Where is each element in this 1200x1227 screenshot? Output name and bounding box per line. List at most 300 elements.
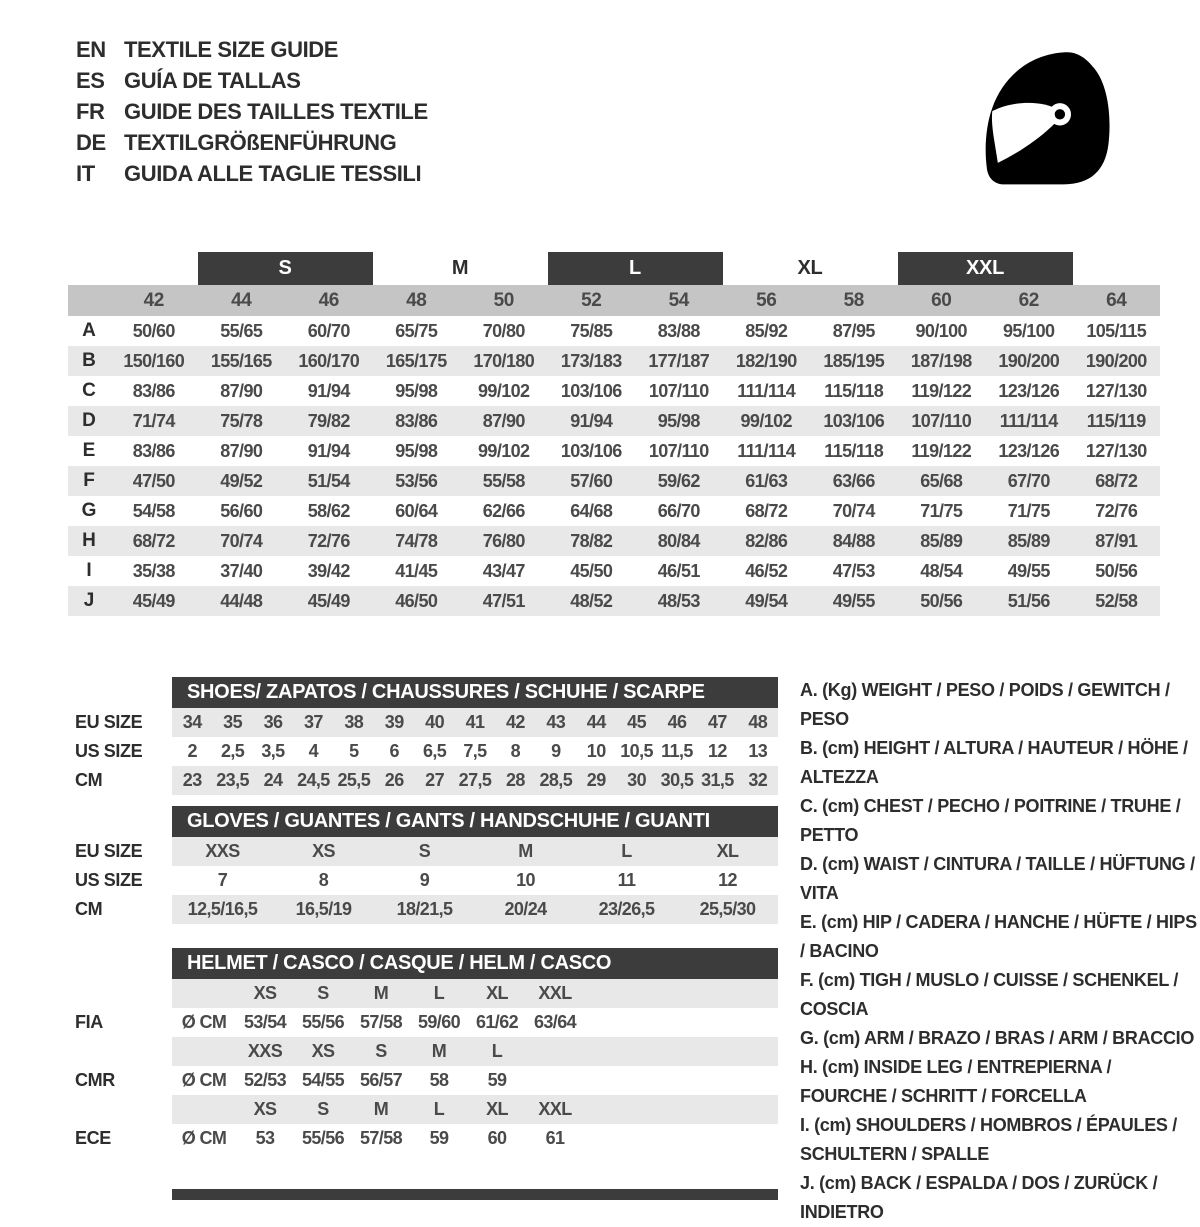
helmet-size-value: 53/54 xyxy=(243,1012,287,1032)
measurement-value: 95/100 xyxy=(1003,320,1055,341)
measurement-value: 91/94 xyxy=(570,410,613,431)
helmet-size-label: XXS xyxy=(247,1041,283,1061)
shoes-size-value: 6,5 xyxy=(422,741,447,761)
helmet-size-row xyxy=(75,1037,778,1066)
gloves-rows xyxy=(75,837,778,924)
gloves-size-value: 18/21,5 xyxy=(396,899,453,919)
size-group-label: S xyxy=(198,252,373,285)
helmet-section-header: HELMET / CASCO / CASQUE / HELM / CASCO xyxy=(172,948,778,979)
measurement-value: 105/115 xyxy=(1086,320,1147,341)
measurement-value: 47/51 xyxy=(482,590,525,611)
measurement-value: 85/92 xyxy=(745,320,788,341)
measurement-value: 79/82 xyxy=(307,410,350,431)
row-values xyxy=(110,501,1160,522)
standard-label: FIA xyxy=(75,1012,103,1032)
size-number: 48 xyxy=(406,289,427,311)
shoes-size-value: 28,5 xyxy=(539,770,573,790)
shoes-row-label: EU SIZE xyxy=(75,712,143,732)
measurement-value: 64/68 xyxy=(570,500,613,521)
helmet-value-row xyxy=(75,1124,778,1153)
measurement-value: 70/80 xyxy=(482,320,525,341)
measurement-value: 185/195 xyxy=(823,350,885,371)
measurement-value: 51/56 xyxy=(1007,590,1050,611)
shoes-size-value: 24,5 xyxy=(297,770,330,790)
size-group-label: XXL xyxy=(898,252,1073,285)
helmet-size-label: XXL xyxy=(538,1099,572,1119)
measurement-value: 115/118 xyxy=(824,380,884,401)
shoes-size-value: 26 xyxy=(384,770,404,790)
shoes-size-value: 7,5 xyxy=(463,741,487,761)
helmet-size-row xyxy=(75,979,778,1008)
measurement-value: 87/91 xyxy=(1095,530,1138,551)
measurement-value: 54/58 xyxy=(132,500,175,521)
measurement-value: 85/89 xyxy=(1007,530,1050,551)
gloves-size-value: M xyxy=(518,841,533,861)
helmet-size-label: S xyxy=(317,983,329,1003)
shoes-row xyxy=(75,766,778,795)
diameter-unit-label: Ø CM xyxy=(181,1070,227,1090)
row-values xyxy=(110,441,1160,462)
row-letter: D xyxy=(82,410,96,431)
measurement-value: 99/102 xyxy=(478,440,530,461)
standard-label: CMR xyxy=(75,1070,115,1090)
measurement-value: 46/50 xyxy=(395,590,438,611)
measurement-value: 99/102 xyxy=(740,410,792,431)
measurement-value: 55/65 xyxy=(220,320,263,341)
measurement-value: 91/94 xyxy=(307,440,350,461)
measurement-value: 115/118 xyxy=(824,440,884,461)
shoes-size-value: 4 xyxy=(308,741,319,761)
helmet-size-label: L xyxy=(433,1099,445,1119)
gloves-size-value: 16,5/19 xyxy=(295,899,352,919)
gloves-size-value: S xyxy=(418,841,431,861)
row-values xyxy=(110,381,1160,402)
gloves-row-label: US SIZE xyxy=(75,870,143,890)
guide-title: GUIDE DES TAILLES TEXTILE xyxy=(124,98,428,124)
row-letter: B xyxy=(82,350,96,371)
helmet-standard-groups xyxy=(75,979,778,1153)
measurement-value: 76/80 xyxy=(482,530,525,551)
measurement-value: 95/98 xyxy=(395,380,438,401)
measurement-value: 58/62 xyxy=(307,500,350,521)
row-letter: I xyxy=(86,560,92,581)
gloves-size-value: 9 xyxy=(419,870,430,890)
measurement-value: 45/49 xyxy=(307,590,350,611)
measurement-value: 173/183 xyxy=(560,350,622,371)
language-code: EN xyxy=(76,36,106,62)
measurement-value: 52/58 xyxy=(1095,590,1138,611)
row-letter: F xyxy=(83,470,95,491)
measurement-value: 35/38 xyxy=(132,560,175,581)
measurement-value: 39/42 xyxy=(307,560,350,581)
measurement-value: 67/70 xyxy=(1007,470,1050,491)
measurement-value: 49/52 xyxy=(220,470,263,491)
measurement-value: 187/198 xyxy=(910,350,972,371)
shoes-size-value: 2 xyxy=(187,741,197,761)
measurement-value: 46/51 xyxy=(657,560,700,581)
language-code: IT xyxy=(76,160,95,186)
measurement-value: 50/60 xyxy=(132,320,175,341)
gloves-row xyxy=(75,895,778,924)
helmet-size-value: 57/58 xyxy=(359,1128,403,1148)
row-letter: E xyxy=(82,440,96,461)
measurement-value: 66/70 xyxy=(657,500,700,521)
measurement-value: 190/200 xyxy=(998,350,1060,371)
gloves-size-value: 23/26,5 xyxy=(598,899,655,919)
measurement-value: 70/74 xyxy=(220,530,263,551)
measurement-value: 111/114 xyxy=(737,380,796,401)
measurement-value: 111/114 xyxy=(999,410,1058,431)
standard-label: ECE xyxy=(75,1128,111,1148)
helmet-standard-group xyxy=(75,1037,778,1095)
measurement-value: 103/106 xyxy=(823,410,885,431)
legend-item: H. (cm) INSIDE LEG / ENTREPIERNA / FOURCHE / SCHRITT / FORCELLA xyxy=(800,1057,1112,1106)
shoes-size-value: 13 xyxy=(748,741,768,761)
helmet-size-value: 57/58 xyxy=(359,1012,403,1032)
helmet-size-label: S xyxy=(317,1099,329,1119)
guide-title: GUÍA DE TALLAS xyxy=(124,67,301,93)
measurement-value: 45/50 xyxy=(570,560,613,581)
shoes-size-value: 28 xyxy=(505,770,525,790)
row-values xyxy=(110,351,1160,372)
row-letter: A xyxy=(82,320,96,341)
size-group-label: M xyxy=(451,257,469,279)
shoes-size-value: 30,5 xyxy=(660,770,694,790)
shoes-size-value: 8 xyxy=(510,741,521,761)
language-title-row xyxy=(76,65,428,96)
measurement-row xyxy=(68,586,1160,616)
measurement-value: 53/56 xyxy=(395,470,438,491)
measurement-value: 61/63 xyxy=(745,470,788,491)
legend-item: B. (cm) HEIGHT / ALTURA / HAUTEUR / HÖHE / ALTEZZA xyxy=(800,738,1188,787)
shoes-row xyxy=(75,737,778,766)
gloves-row xyxy=(75,837,778,866)
measurement-value: 150/160 xyxy=(123,350,185,371)
shoes-size-value: 37 xyxy=(303,712,323,732)
helmet-size-label: M xyxy=(431,1041,447,1061)
measurement-value: 80/84 xyxy=(657,530,700,551)
shoes-size-value: 11,5 xyxy=(661,741,693,761)
size-number: 46 xyxy=(318,289,339,311)
row-letter: C xyxy=(82,380,96,401)
measurement-value: 68/72 xyxy=(745,500,788,521)
shoes-size-value: 45 xyxy=(627,712,646,732)
measurement-value: 50/56 xyxy=(920,590,963,611)
language-title-row xyxy=(76,127,428,158)
shoes-size-value: 39 xyxy=(384,712,404,732)
gloves-row-label: CM xyxy=(75,899,103,919)
gloves-size-value: L xyxy=(621,841,632,861)
measurement-value: 62/66 xyxy=(482,500,525,521)
gloves-size-value: 12,5/16,5 xyxy=(187,899,258,919)
measurement-value: 107/110 xyxy=(648,380,709,401)
helmet-size-labels xyxy=(172,979,778,1008)
helmet-size-value: 55/56 xyxy=(301,1012,345,1032)
measurement-value: 60/64 xyxy=(395,500,438,521)
shoes-size-value: 44 xyxy=(586,712,606,732)
shoes-size-value: 31,5 xyxy=(701,770,734,790)
size-number: 54 xyxy=(668,289,689,311)
size-group-label: L xyxy=(548,252,723,285)
measurement-value: 63/66 xyxy=(832,470,875,491)
row-letter: H xyxy=(82,530,96,551)
numeric-size-header xyxy=(68,285,1160,316)
size-number: 60 xyxy=(931,289,952,311)
helmet-size-table xyxy=(75,948,778,1153)
measurement-row xyxy=(68,526,1160,556)
shoes-size-value: 46 xyxy=(667,712,687,732)
size-number: 56 xyxy=(756,289,777,311)
measurement-value: 103/106 xyxy=(560,380,622,401)
size-number: 44 xyxy=(231,289,252,311)
measurement-value: 47/53 xyxy=(832,560,875,581)
shoes-row-values xyxy=(172,737,778,766)
helmet-size-value: 55/56 xyxy=(301,1128,345,1148)
helmet-size-row xyxy=(75,1095,778,1124)
helmet-size-label: M xyxy=(373,983,389,1003)
measurement-value: 50/56 xyxy=(1095,560,1138,581)
measurement-value: 107/110 xyxy=(648,440,709,461)
gloves-size-value: XXS xyxy=(205,841,240,861)
measurement-value: 49/54 xyxy=(745,590,788,611)
bottom-section-bar xyxy=(172,1189,778,1200)
shoes-size-value: 3,5 xyxy=(261,741,285,761)
shoes-section-header: SHOES/ ZAPATOS / CHAUSSURES / SCHUHE / SCARPE xyxy=(172,677,778,708)
measurement-row xyxy=(68,466,1160,496)
helmet-size-labels xyxy=(172,1095,778,1124)
language-title-list xyxy=(76,34,428,189)
size-number: 50 xyxy=(493,289,514,311)
gloves-size-value: 8 xyxy=(318,870,329,890)
diameter-unit-label: Ø CM xyxy=(181,1128,227,1148)
shoes-size-value: 38 xyxy=(344,712,364,732)
measurement-rows xyxy=(68,316,1160,616)
shoes-size-value: 25,5 xyxy=(337,770,371,790)
measurement-value: 75/78 xyxy=(220,410,263,431)
diameter-unit-label: Ø CM xyxy=(181,1012,227,1032)
measurement-value: 95/98 xyxy=(395,440,438,461)
measurement-value: 72/76 xyxy=(307,530,350,551)
measurement-value: 37/40 xyxy=(220,560,263,581)
measurement-row xyxy=(68,346,1160,376)
language-code: ES xyxy=(76,67,105,93)
measurement-value: 41/45 xyxy=(395,560,438,581)
measurement-value: 83/88 xyxy=(657,320,700,341)
shoes-size-value: 12 xyxy=(707,741,727,761)
helmet-size-label: XS xyxy=(253,983,277,1003)
size-number: 62 xyxy=(1018,289,1039,311)
measurement-value: 111/114 xyxy=(737,440,796,461)
measurement-value: 115/119 xyxy=(1086,410,1146,431)
language-title-row xyxy=(76,96,428,127)
guide-title: TEXTILE SIZE GUIDE xyxy=(124,36,339,62)
shoes-size-value: 42 xyxy=(505,712,525,732)
helmet-size-value: 59 xyxy=(487,1070,507,1090)
size-number: 52 xyxy=(581,289,602,311)
helmet-size-value: 59/60 xyxy=(417,1012,461,1032)
measurement-value: 55/58 xyxy=(482,470,525,491)
measurement-value: 43/47 xyxy=(482,560,525,581)
measurement-value: 165/175 xyxy=(385,350,447,371)
size-number: 58 xyxy=(843,289,864,311)
helmet-size-value: 61 xyxy=(545,1128,565,1148)
helmet-size-values xyxy=(172,1008,778,1037)
legend-item: F. (cm) TIGH / MUSLO / CUISSE / SCHENKEL / COSCIA xyxy=(800,970,1179,1019)
helmet-size-label: L xyxy=(433,983,445,1003)
measurement-value: 177/187 xyxy=(648,350,710,371)
measurement-row xyxy=(68,316,1160,346)
measurement-value: 59/62 xyxy=(657,470,700,491)
helmet-standard-group xyxy=(75,979,778,1037)
measurement-value: 160/170 xyxy=(298,350,360,371)
row-values xyxy=(110,411,1160,432)
measurement-value: 84/88 xyxy=(832,530,875,551)
helmet-value-row xyxy=(75,1066,778,1095)
shoes-size-value: 24 xyxy=(263,770,283,790)
guide-title: GUIDA ALLE TAGLIE TESSILI xyxy=(124,160,422,186)
row-values xyxy=(110,531,1160,552)
measurement-row xyxy=(68,406,1160,436)
measurement-value: 57/60 xyxy=(570,470,613,491)
textile-size-table xyxy=(68,252,1160,616)
shoes-size-value: 2,5 xyxy=(220,741,245,761)
helmet-size-values xyxy=(172,1124,778,1153)
language-code: FR xyxy=(76,98,105,124)
size-group-header xyxy=(110,252,1160,285)
measurement-value: 68/72 xyxy=(1095,470,1138,491)
measurement-value: 87/90 xyxy=(220,380,263,401)
measurement-value: 47/50 xyxy=(132,470,175,491)
measurement-value: 71/75 xyxy=(1007,500,1050,521)
gloves-size-value: 11 xyxy=(617,870,636,890)
helmet-standard-group xyxy=(75,1095,778,1153)
shoes-size-value: 10 xyxy=(586,741,606,761)
shoes-size-value: 41 xyxy=(465,712,485,732)
shoes-size-value: 43 xyxy=(546,712,566,732)
measurement-row xyxy=(68,496,1160,526)
measurement-value: 75/85 xyxy=(570,320,613,341)
helmet-size-label: XXL xyxy=(538,983,572,1003)
measurement-value: 119/122 xyxy=(911,380,972,401)
measurement-value: 190/200 xyxy=(1085,350,1147,371)
helmet-size-value: 58 xyxy=(429,1070,449,1090)
size-group-label: XL xyxy=(797,257,823,279)
legend-item: D. (cm) WAIST / CINTURA / TAILLE / HÜFTUNG / VITA xyxy=(800,854,1195,903)
gloves-size-value: XL xyxy=(716,841,739,861)
gloves-section-header: GLOVES / GUANTES / GANTS / HANDSCHUHE / GUANTI xyxy=(172,806,778,837)
gloves-row-label: EU SIZE xyxy=(75,841,143,861)
helmet-size-label: L xyxy=(491,1041,503,1061)
gloves-size-table xyxy=(75,806,778,924)
measurement-value: 83/86 xyxy=(132,380,175,401)
shoes-size-value: 10,5 xyxy=(620,741,653,761)
helmet-size-labels xyxy=(172,1037,778,1066)
row-values xyxy=(110,561,1160,582)
language-title-row xyxy=(76,158,428,189)
shoes-row xyxy=(75,708,778,737)
legend-item: C. (cm) CHEST / PECHO / POITRINE / TRUHE / PETTO xyxy=(800,796,1181,845)
helmet-size-label: S xyxy=(375,1041,387,1061)
shoes-size-value: 9 xyxy=(551,741,561,761)
helmet-size-value: 59 xyxy=(429,1128,449,1148)
measurement-value: 72/76 xyxy=(1095,500,1138,521)
gloves-row-values xyxy=(172,866,778,895)
racing-helmet-icon xyxy=(970,30,1145,205)
helmet-size-label: XL xyxy=(486,983,508,1003)
helmet-size-value: 60 xyxy=(487,1128,507,1148)
gloves-row xyxy=(75,866,778,895)
measurement-value: 78/82 xyxy=(570,530,613,551)
legend-item: I. (cm) SHOULDERS / HOMBROS / ÉPAULES / SCHULTERN / SPALLE xyxy=(800,1115,1178,1164)
measurement-value: 65/68 xyxy=(920,470,963,491)
measurement-value: 82/86 xyxy=(745,530,788,551)
gloves-size-value: 10 xyxy=(516,870,535,890)
shoes-size-value: 30 xyxy=(627,770,646,790)
measurement-value: 107/110 xyxy=(911,410,972,431)
helmet-size-label: XL xyxy=(486,1099,508,1119)
measurement-value: 51/54 xyxy=(307,470,350,491)
measurement-value: 123/126 xyxy=(998,440,1060,461)
size-number: 42 xyxy=(143,289,164,311)
measurement-value: 155/165 xyxy=(210,350,272,371)
shoes-size-value: 29 xyxy=(586,770,606,790)
measurement-value: 103/106 xyxy=(560,440,622,461)
shoes-row-label: US SIZE xyxy=(75,741,143,761)
shoes-size-value: 36 xyxy=(263,712,283,732)
shoes-row-values xyxy=(172,766,778,795)
helmet-size-value: 52/53 xyxy=(243,1070,287,1090)
gloves-size-value: XS xyxy=(312,841,335,861)
measurement-value: 95/98 xyxy=(657,410,700,431)
measurement-value: 45/49 xyxy=(132,590,175,611)
row-values xyxy=(110,591,1160,612)
shoes-size-value: 27 xyxy=(425,770,444,790)
measurement-row xyxy=(68,436,1160,466)
measurement-value: 90/100 xyxy=(915,320,967,341)
measurement-value: 60/70 xyxy=(307,320,350,341)
measurement-value: 46/52 xyxy=(745,560,788,581)
shoes-size-value: 40 xyxy=(425,712,444,732)
measurement-value: 68/72 xyxy=(132,530,175,551)
measurement-value: 83/86 xyxy=(132,440,175,461)
helmet-size-label: XS xyxy=(253,1099,277,1119)
helmet-size-values xyxy=(172,1066,778,1095)
shoes-size-value: 23 xyxy=(182,770,202,790)
legend-item: E. (cm) HIP / CADERA / HANCHE / HÜFTE / HIPS / BACINO xyxy=(800,912,1197,961)
measurement-value: 91/94 xyxy=(307,380,350,401)
measurement-value: 49/55 xyxy=(1007,560,1050,581)
measurement-value: 48/53 xyxy=(657,590,700,611)
measurement-value: 44/48 xyxy=(220,590,263,611)
gloves-row-values xyxy=(172,837,778,866)
row-values xyxy=(110,321,1160,342)
measurement-value: 83/86 xyxy=(395,410,438,431)
measurement-value: 56/60 xyxy=(220,500,263,521)
shoes-size-value: 35 xyxy=(223,712,242,732)
shoes-size-value: 6 xyxy=(389,741,399,761)
shoes-size-value: 34 xyxy=(182,712,202,732)
language-code: DE xyxy=(76,129,106,155)
helmet-size-label: XS xyxy=(311,1041,335,1061)
shoes-size-value: 32 xyxy=(748,770,768,790)
size-number: 64 xyxy=(1106,289,1127,311)
measurement-value: 87/90 xyxy=(220,440,263,461)
shoes-rows xyxy=(75,708,778,795)
helmet-size-value: 61/62 xyxy=(475,1012,519,1032)
measurement-value: 48/52 xyxy=(570,590,613,611)
gloves-row-values xyxy=(172,895,778,924)
shoes-size-value: 47 xyxy=(707,712,727,732)
